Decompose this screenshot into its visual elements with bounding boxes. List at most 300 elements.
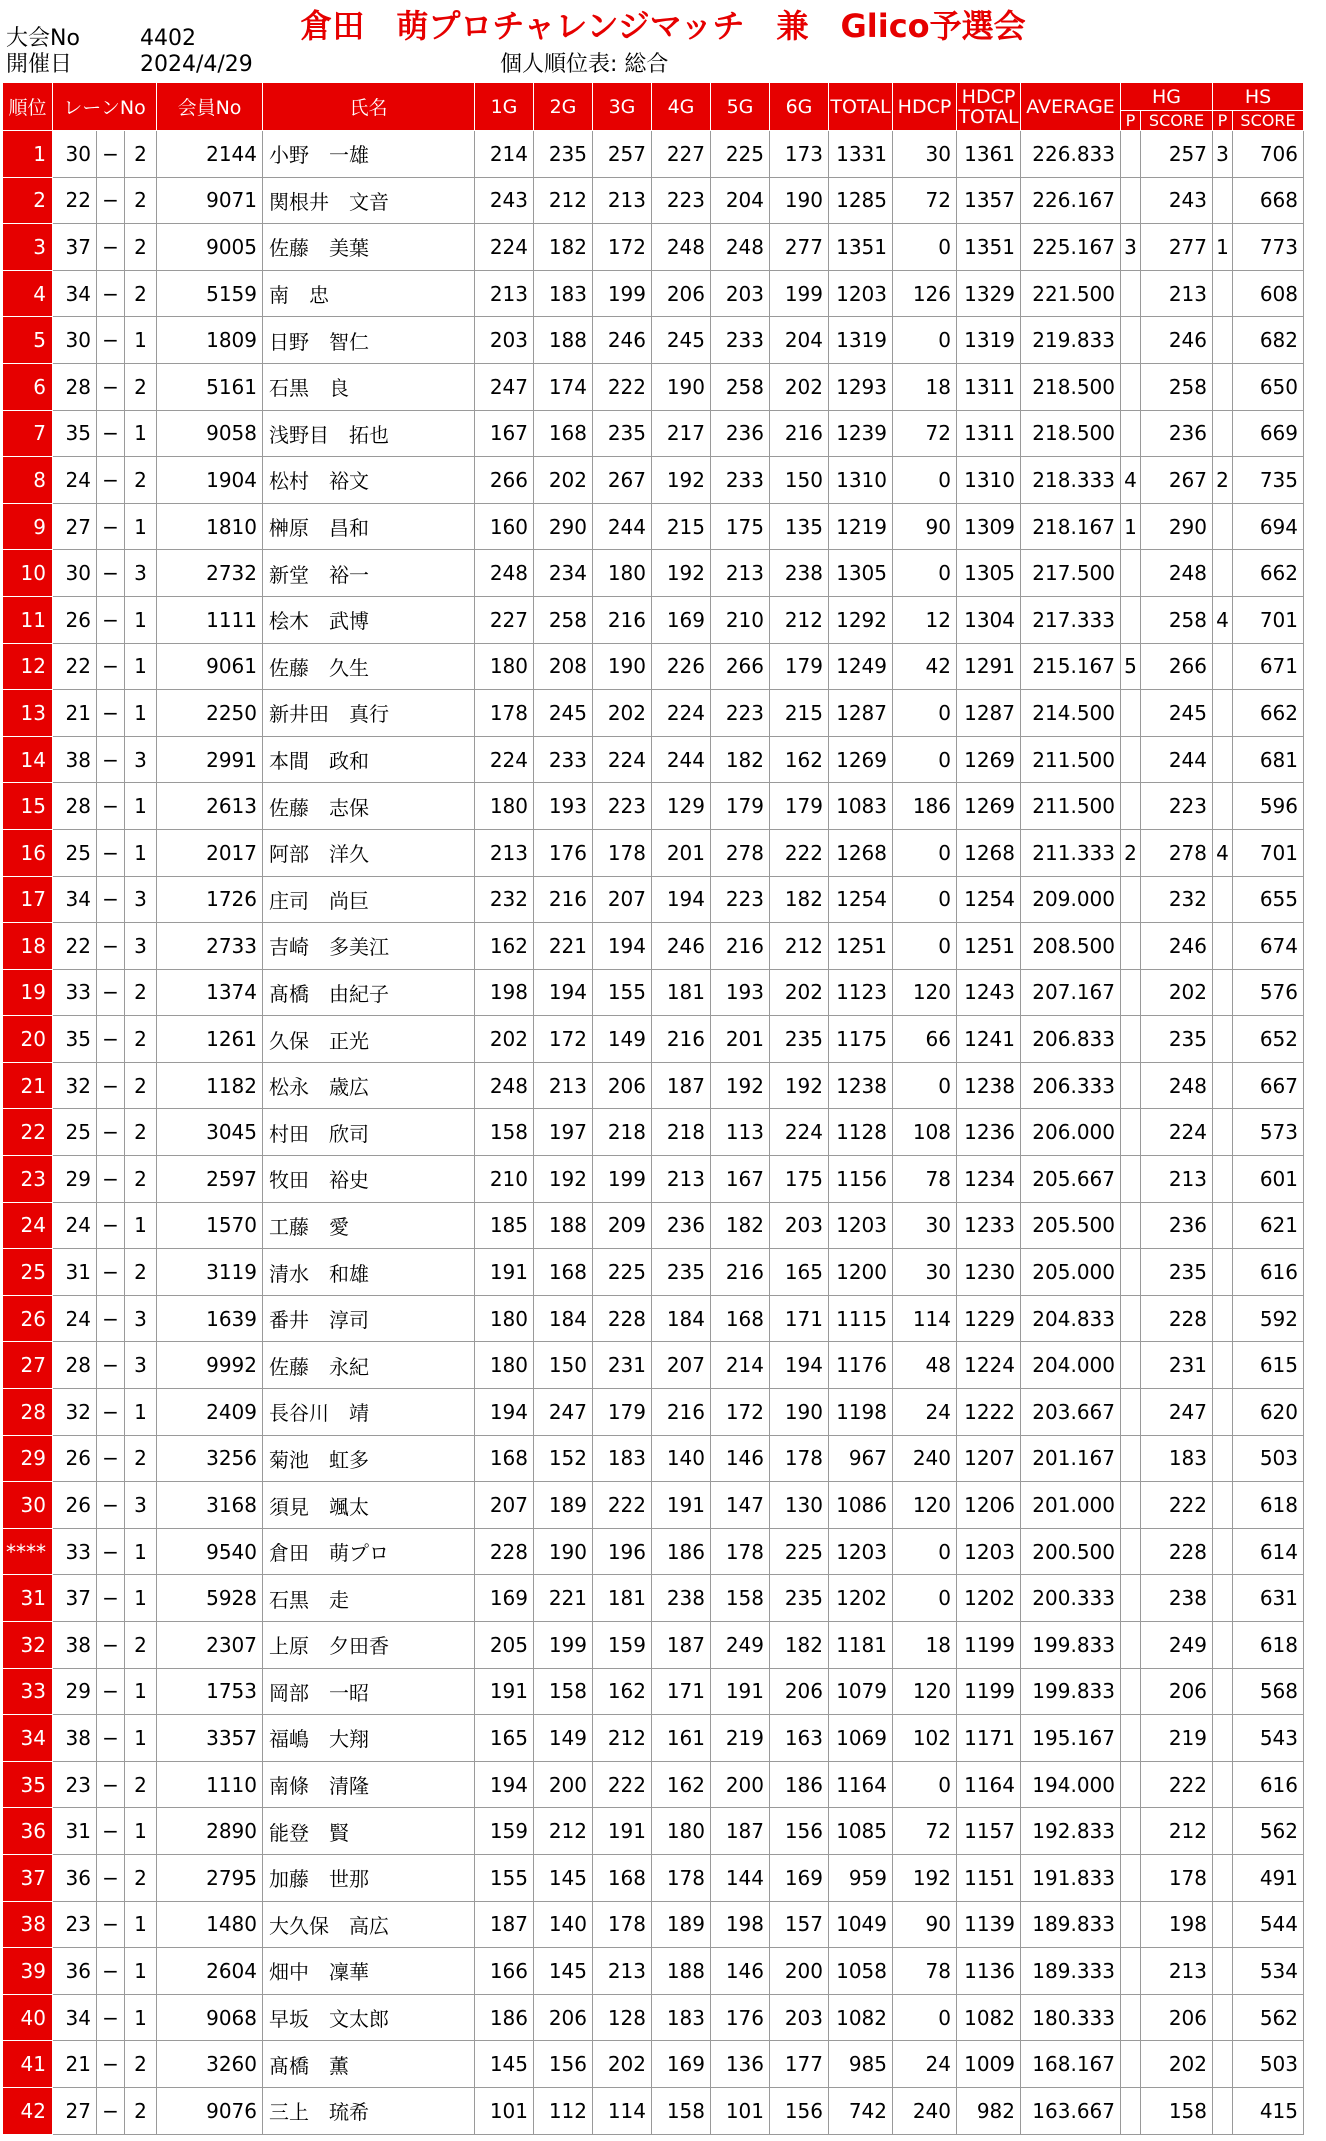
game1-cell: 158: [475, 1109, 534, 1156]
hdcp-cell: 24: [893, 2041, 957, 2088]
game1-cell: 194: [475, 1761, 534, 1808]
game1-cell: 248: [475, 550, 534, 597]
game6-cell: 179: [770, 643, 829, 690]
hdcp-total-cell: 1206: [957, 1482, 1021, 1529]
hg-score-cell: 248: [1141, 1062, 1213, 1109]
lane-cell: 30: [53, 131, 97, 178]
game4-cell: 171: [652, 1668, 711, 1715]
hg-place-cell: [1121, 1901, 1141, 1948]
member-no-cell: 2144: [157, 131, 263, 178]
col-hg-score: SCORE: [1141, 111, 1213, 131]
game5-cell: 178: [711, 1528, 770, 1575]
hg-score-cell: 178: [1141, 1854, 1213, 1901]
game5-cell: 223: [711, 690, 770, 737]
hg-score-cell: 246: [1141, 317, 1213, 364]
player-name-cell: 岡部 一昭: [263, 1668, 475, 1715]
player-name-cell: 桧木 武博: [263, 596, 475, 643]
table-row: [3, 1948, 1304, 1995]
player-name-cell: 本間 政和: [263, 736, 475, 783]
rank-cell: 17: [3, 876, 53, 923]
col-hg-p: P: [1121, 111, 1141, 131]
hg-score-cell: 206: [1141, 1994, 1213, 2041]
game4-cell: 213: [652, 1156, 711, 1203]
hdcp-cell: 0: [893, 690, 957, 737]
hs-place-cell: [1213, 1808, 1233, 1855]
hg-place-cell: [1121, 550, 1141, 597]
hdcp-total-cell: 1203: [957, 1528, 1021, 1575]
hs-place-cell: [1213, 550, 1233, 597]
rank-cell: 7: [3, 410, 53, 457]
average-cell: 211.500: [1021, 736, 1121, 783]
game2-cell: 112: [534, 2087, 593, 2134]
hg-place-cell: [1121, 736, 1141, 783]
average-cell: 211.333: [1021, 829, 1121, 876]
col-name: 氏名: [263, 83, 475, 131]
game3-cell: 178: [593, 1901, 652, 1948]
hdcp-cell: 102: [893, 1715, 957, 1762]
player-name-cell: 工藤 愛: [263, 1202, 475, 1249]
game1-cell: 178: [475, 690, 534, 737]
table-row: [3, 783, 1304, 830]
player-name-cell: 吉崎 多美江: [263, 923, 475, 970]
hg-place-cell: [1121, 1109, 1141, 1156]
lane-cell: 22: [53, 177, 97, 224]
table-row: [3, 410, 1304, 457]
rank-cell: 20: [3, 1016, 53, 1063]
hs-score-cell: 701: [1233, 829, 1304, 876]
game3-cell: 244: [593, 503, 652, 550]
col-member: 会員No: [157, 83, 263, 131]
col-hdcp: HDCP: [893, 83, 957, 131]
game1-cell: 214: [475, 131, 534, 178]
lane-sub-cell: 1: [125, 1668, 157, 1715]
hdcp-cell: 72: [893, 177, 957, 224]
member-no-cell: 2307: [157, 1622, 263, 1669]
game6-cell: 156: [770, 2087, 829, 2134]
lane-sub-cell: 2: [125, 969, 157, 1016]
game3-cell: 222: [593, 1761, 652, 1808]
game3-cell: 213: [593, 1948, 652, 1995]
average-cell: 192.833: [1021, 1808, 1121, 1855]
game4-cell: 224: [652, 690, 711, 737]
member-no-cell: 2597: [157, 1156, 263, 1203]
lane-sub-cell: 2: [125, 2087, 157, 2134]
game2-cell: 245: [534, 690, 593, 737]
average-cell: 214.500: [1021, 690, 1121, 737]
game6-cell: 203: [770, 1202, 829, 1249]
player-name-cell: 髙橋 由紀子: [263, 969, 475, 1016]
rank-cell: 41: [3, 2041, 53, 2088]
game4-cell: 238: [652, 1575, 711, 1622]
lane-cell: 26: [53, 1435, 97, 1482]
hg-place-cell: [1121, 270, 1141, 317]
lane-cell: 38: [53, 1622, 97, 1669]
game6-cell: 224: [770, 1109, 829, 1156]
average-cell: 189.333: [1021, 1948, 1121, 1995]
hs-place-cell: [1213, 783, 1233, 830]
hs-score-cell: 601: [1233, 1156, 1304, 1203]
hg-score-cell: 183: [1141, 1435, 1213, 1482]
report-header: [0, 0, 1326, 82]
hs-score-cell: 671: [1233, 643, 1304, 690]
lane-cell: 27: [53, 2087, 97, 2134]
member-no-cell: 9992: [157, 1342, 263, 1389]
hdcp-total-cell: 1357: [957, 177, 1021, 224]
average-cell: 206.333: [1021, 1062, 1121, 1109]
game5-cell: 210: [711, 596, 770, 643]
hdcp-total-cell: 1009: [957, 2041, 1021, 2088]
average-cell: 206.833: [1021, 1016, 1121, 1063]
game2-cell: 184: [534, 1295, 593, 1342]
game3-cell: 191: [593, 1808, 652, 1855]
game5-cell: 187: [711, 1808, 770, 1855]
player-name-cell: 佐藤 志保: [263, 783, 475, 830]
hg-place-cell: [1121, 1575, 1141, 1622]
lane-cell: 26: [53, 596, 97, 643]
table-row: [3, 1249, 1304, 1296]
hs-score-cell: 616: [1233, 1249, 1304, 1296]
table-row: [3, 270, 1304, 317]
hg-place-cell: [1121, 1528, 1141, 1575]
game2-cell: 197: [534, 1109, 593, 1156]
hg-place-cell: [1121, 690, 1141, 737]
hdcp-total-cell: 1304: [957, 596, 1021, 643]
member-no-cell: 1374: [157, 969, 263, 1016]
hdcp-cell: 24: [893, 1389, 957, 1436]
hs-score-cell: 573: [1233, 1109, 1304, 1156]
game4-cell: 194: [652, 876, 711, 923]
hg-score-cell: 248: [1141, 550, 1213, 597]
table-row: [3, 1342, 1304, 1389]
game3-cell: 218: [593, 1109, 652, 1156]
average-cell: 205.500: [1021, 1202, 1121, 1249]
game1-cell: 180: [475, 783, 534, 830]
total-cell: 1305: [829, 550, 893, 597]
game4-cell: 190: [652, 363, 711, 410]
total-cell: 1083: [829, 783, 893, 830]
hs-score-cell: 655: [1233, 876, 1304, 923]
hs-place-cell: [1213, 690, 1233, 737]
total-cell: 1079: [829, 1668, 893, 1715]
hs-score-cell: 621: [1233, 1202, 1304, 1249]
game3-cell: 257: [593, 131, 652, 178]
hg-place-cell: [1121, 1016, 1141, 1063]
hs-place-cell: [1213, 1435, 1233, 1482]
player-name-cell: 番井 淳司: [263, 1295, 475, 1342]
hs-place-cell: [1213, 876, 1233, 923]
game3-cell: 228: [593, 1295, 652, 1342]
hs-score-cell: 674: [1233, 923, 1304, 970]
member-no-cell: 2890: [157, 1808, 263, 1855]
lane-separator: −: [97, 596, 125, 643]
table-row: [3, 131, 1304, 178]
total-cell: 1202: [829, 1575, 893, 1622]
lane-cell: 22: [53, 923, 97, 970]
game1-cell: 191: [475, 1249, 534, 1296]
table-row: [3, 1109, 1304, 1156]
average-cell: 225.167: [1021, 224, 1121, 271]
hg-place-cell: [1121, 1156, 1141, 1203]
game3-cell: 225: [593, 1249, 652, 1296]
game5-cell: 236: [711, 410, 770, 457]
hs-place-cell: [1213, 363, 1233, 410]
rank-cell: 16: [3, 829, 53, 876]
player-name-cell: 佐藤 永紀: [263, 1342, 475, 1389]
table-row: [3, 317, 1304, 364]
game2-cell: 168: [534, 1249, 593, 1296]
player-name-cell: 小野 一雄: [263, 131, 475, 178]
hdcp-cell: 72: [893, 1808, 957, 1855]
hs-place-cell: [1213, 1389, 1233, 1436]
lane-cell: 28: [53, 363, 97, 410]
hs-place-cell: 4: [1213, 596, 1233, 643]
lane-separator: −: [97, 1435, 125, 1482]
hg-score-cell: 213: [1141, 270, 1213, 317]
total-cell: 1203: [829, 270, 893, 317]
game1-cell: 180: [475, 1342, 534, 1389]
player-name-cell: 長谷川 靖: [263, 1389, 475, 1436]
hs-score-cell: 694: [1233, 503, 1304, 550]
lane-sub-cell: 3: [125, 923, 157, 970]
rank-cell: 29: [3, 1435, 53, 1482]
lane-sub-cell: 1: [125, 643, 157, 690]
hs-score-cell: 562: [1233, 1994, 1304, 2041]
game1-cell: 101: [475, 2087, 534, 2134]
table-row: [3, 550, 1304, 597]
hdcp-cell: 78: [893, 1948, 957, 1995]
game5-cell: 248: [711, 224, 770, 271]
player-name-cell: 関根井 文音: [263, 177, 475, 224]
rank-cell: 1: [3, 131, 53, 178]
hs-score-cell: 616: [1233, 1761, 1304, 1808]
hs-score-cell: 503: [1233, 1435, 1304, 1482]
col-total: TOTAL: [829, 83, 893, 131]
hdcp-cell: 108: [893, 1109, 957, 1156]
member-no-cell: 1110: [157, 1761, 263, 1808]
member-no-cell: 1182: [157, 1062, 263, 1109]
event-date: 2024/4/29: [140, 52, 253, 77]
lane-separator: −: [97, 643, 125, 690]
hdcp-total-cell: 1268: [957, 829, 1021, 876]
game1-cell: 162: [475, 923, 534, 970]
game6-cell: 182: [770, 876, 829, 923]
game3-cell: 168: [593, 1854, 652, 1901]
hdcp-total-cell: 1309: [957, 503, 1021, 550]
col-lane: レーンNo: [53, 83, 157, 131]
game2-cell: 194: [534, 969, 593, 1016]
lane-separator: −: [97, 224, 125, 271]
hdcp-total-cell: 1243: [957, 969, 1021, 1016]
lane-separator: −: [97, 1295, 125, 1342]
hg-place-cell: [1121, 1715, 1141, 1762]
table-row: [3, 1901, 1304, 1948]
rank-cell: 25: [3, 1249, 53, 1296]
game4-cell: 227: [652, 131, 711, 178]
hg-score-cell: 198: [1141, 1901, 1213, 1948]
game3-cell: 159: [593, 1622, 652, 1669]
hg-place-cell: [1121, 2087, 1141, 2134]
average-cell: 180.333: [1021, 1994, 1121, 2041]
member-no-cell: 2732: [157, 550, 263, 597]
game5-cell: 192: [711, 1062, 770, 1109]
game4-cell: 245: [652, 317, 711, 364]
hs-score-cell: 608: [1233, 270, 1304, 317]
game2-cell: 208: [534, 643, 593, 690]
lane-sub-cell: 3: [125, 1342, 157, 1389]
hdcp-total-cell: 1199: [957, 1668, 1021, 1715]
game3-cell: 213: [593, 177, 652, 224]
lane-sub-cell: 1: [125, 1808, 157, 1855]
game5-cell: 147: [711, 1482, 770, 1529]
game5-cell: 172: [711, 1389, 770, 1436]
hs-place-cell: [1213, 1528, 1233, 1575]
ranking-table: [2, 82, 1304, 2135]
lane-cell: 30: [53, 317, 97, 364]
hdcp-cell: 0: [893, 1575, 957, 1622]
player-name-cell: 石黒 走: [263, 1575, 475, 1622]
hdcp-total-cell: 1269: [957, 736, 1021, 783]
col-g2: 2G: [534, 83, 593, 131]
game6-cell: 277: [770, 224, 829, 271]
game5-cell: 223: [711, 876, 770, 923]
table-row: [3, 1994, 1304, 2041]
game4-cell: 216: [652, 1389, 711, 1436]
table-row: [3, 1528, 1304, 1575]
hdcp-total-cell: 1202: [957, 1575, 1021, 1622]
game1-cell: 167: [475, 410, 534, 457]
lane-separator: −: [97, 1948, 125, 1995]
hg-score-cell: 228: [1141, 1295, 1213, 1342]
game6-cell: 165: [770, 1249, 829, 1296]
hg-place-cell: [1121, 1249, 1141, 1296]
game3-cell: 196: [593, 1528, 652, 1575]
member-no-cell: 1726: [157, 876, 263, 923]
lane-sub-cell: 1: [125, 783, 157, 830]
game4-cell: 236: [652, 1202, 711, 1249]
average-cell: 208.500: [1021, 923, 1121, 970]
game5-cell: 146: [711, 1435, 770, 1482]
hg-score-cell: 247: [1141, 1389, 1213, 1436]
average-cell: 195.167: [1021, 1715, 1121, 1762]
lane-sub-cell: 2: [125, 270, 157, 317]
game2-cell: 258: [534, 596, 593, 643]
hg-place-cell: [1121, 1808, 1141, 1855]
hdcp-total-cell: 1329: [957, 270, 1021, 317]
game4-cell: 183: [652, 1994, 711, 2041]
lane-separator: −: [97, 1062, 125, 1109]
hs-score-cell: 650: [1233, 363, 1304, 410]
game6-cell: 199: [770, 270, 829, 317]
average-cell: 217.500: [1021, 550, 1121, 597]
lane-separator: −: [97, 1668, 125, 1715]
hdcp-total-cell: 1351: [957, 224, 1021, 271]
member-no-cell: 5928: [157, 1575, 263, 1622]
rank-cell: 21: [3, 1062, 53, 1109]
hg-score-cell: 206: [1141, 1668, 1213, 1715]
hdcp-total-cell: 1254: [957, 876, 1021, 923]
rank-cell: 18: [3, 923, 53, 970]
lane-separator: −: [97, 177, 125, 224]
total-cell: 1293: [829, 363, 893, 410]
game4-cell: 169: [652, 596, 711, 643]
rank-cell: 42: [3, 2087, 53, 2134]
game4-cell: 161: [652, 1715, 711, 1762]
game6-cell: 179: [770, 783, 829, 830]
total-cell: 1287: [829, 690, 893, 737]
hdcp-cell: 30: [893, 1202, 957, 1249]
hg-score-cell: 258: [1141, 363, 1213, 410]
hs-score-cell: 503: [1233, 2041, 1304, 2088]
game6-cell: 162: [770, 736, 829, 783]
table-row: [3, 177, 1304, 224]
rank-cell: 27: [3, 1342, 53, 1389]
lane-sub-cell: 2: [125, 131, 157, 178]
lane-sub-cell: 2: [125, 1016, 157, 1063]
lane-separator: −: [97, 1482, 125, 1529]
lane-cell: 35: [53, 410, 97, 457]
table-row: [3, 876, 1304, 923]
lane-sub-cell: 2: [125, 2041, 157, 2088]
member-no-cell: 1111: [157, 596, 263, 643]
hg-score-cell: 235: [1141, 1249, 1213, 1296]
total-cell: 1082: [829, 1994, 893, 2041]
col-hdcp-total-line1: HDCP: [961, 85, 1016, 108]
table-row: [3, 1622, 1304, 1669]
total-cell: 1128: [829, 1109, 893, 1156]
game2-cell: 152: [534, 1435, 593, 1482]
rank-cell: 34: [3, 1715, 53, 1762]
hdcp-total-cell: 1361: [957, 131, 1021, 178]
average-cell: 215.167: [1021, 643, 1121, 690]
hdcp-total-cell: 1164: [957, 1761, 1021, 1808]
game2-cell: 200: [534, 1761, 593, 1808]
rank-cell: 11: [3, 596, 53, 643]
game5-cell: 182: [711, 736, 770, 783]
game1-cell: 227: [475, 596, 534, 643]
hg-place-cell: [1121, 1948, 1141, 1995]
rank-cell: 19: [3, 969, 53, 1016]
total-cell: 1285: [829, 177, 893, 224]
lane-separator: −: [97, 1761, 125, 1808]
lane-cell: 29: [53, 1668, 97, 1715]
lane-cell: 27: [53, 503, 97, 550]
game6-cell: 192: [770, 1062, 829, 1109]
table-row: [3, 2041, 1304, 2088]
lane-separator: −: [97, 969, 125, 1016]
rank-cell: 36: [3, 1808, 53, 1855]
game4-cell: 181: [652, 969, 711, 1016]
rank-cell: 26: [3, 1295, 53, 1342]
rank-cell: 3: [3, 224, 53, 271]
game6-cell: 235: [770, 1016, 829, 1063]
col-hs-score: SCORE: [1233, 111, 1304, 131]
table-row: [3, 596, 1304, 643]
lane-separator: −: [97, 317, 125, 364]
lane-sub-cell: 1: [125, 317, 157, 364]
total-cell: 1269: [829, 736, 893, 783]
lane-cell: 36: [53, 1948, 97, 1995]
lane-sub-cell: 3: [125, 736, 157, 783]
total-cell: 1058: [829, 1948, 893, 1995]
game6-cell: 215: [770, 690, 829, 737]
game1-cell: 169: [475, 1575, 534, 1622]
hg-score-cell: 277: [1141, 224, 1213, 271]
member-no-cell: 2991: [157, 736, 263, 783]
member-no-cell: 9071: [157, 177, 263, 224]
member-no-cell: 1904: [157, 457, 263, 504]
total-cell: 959: [829, 1854, 893, 1901]
table-row: [3, 829, 1304, 876]
